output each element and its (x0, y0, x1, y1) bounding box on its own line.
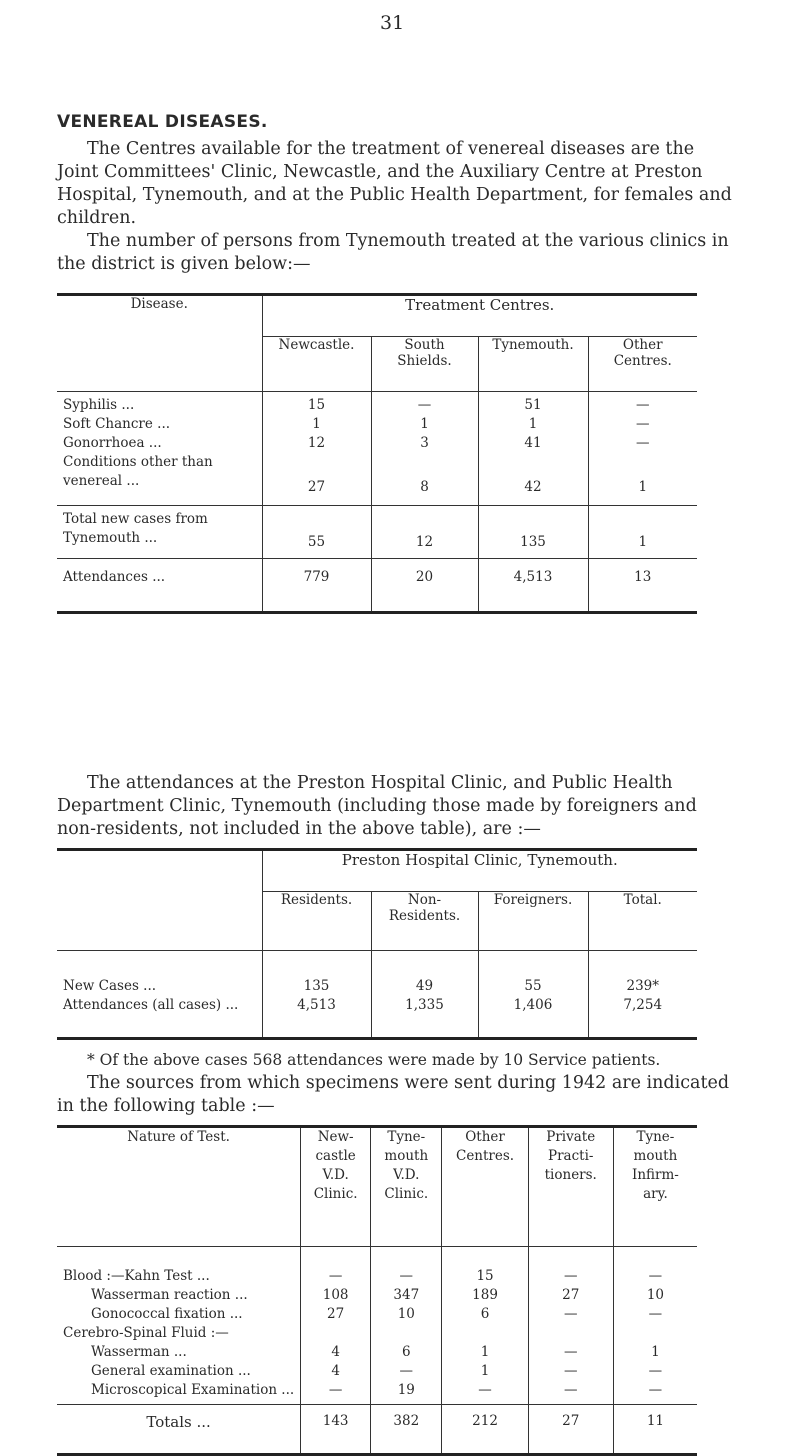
cell: 12 (262, 434, 371, 453)
cell: 10 (646, 1287, 665, 1303)
cell: — (528, 1305, 613, 1324)
cell: — (528, 1247, 613, 1287)
cell: — (528, 1362, 613, 1381)
specimen-sources-table (57, 1125, 697, 1456)
footnote: * Of the above cases 568 attendances were made by 10 Service patients. (87, 1051, 661, 1069)
sources-paragraph: The sources from which specimens were sent during 1942 are indicated in the following table :— (57, 1073, 730, 1116)
cell: 3 (371, 434, 478, 453)
cell: — (648, 1306, 663, 1322)
cell: 1 (442, 1362, 528, 1381)
intro-paragraph: The Centres available for the treatment of venereal diseases are the Joint Committees' Clinic, Newcastle, and the Auxiliary Centre at Preston Hospital, Tynemouth, and at the Public Health Department, for females and children. (57, 139, 732, 228)
cell: 1 (262, 415, 371, 434)
cell: 13 (634, 569, 652, 585)
row-microscopical-label: Microscopical Examination ... (57, 1381, 301, 1405)
col-other-centres: Other Centres. (588, 337, 697, 392)
cell: 15 (442, 1247, 528, 1287)
row-attendances-all-label: Attendances (all cases) ... (57, 996, 262, 1039)
cell: 135 (262, 951, 371, 997)
cell: 4 (301, 1362, 371, 1381)
cell: — (442, 1381, 528, 1405)
cell: 382 (371, 1405, 442, 1455)
row-totals-label: Totals ... (57, 1405, 301, 1455)
cell: 41 (478, 434, 588, 453)
cell: 27 (528, 1286, 613, 1305)
cell: — (648, 1268, 663, 1284)
preston-clinic-header: Preston Hospital Clinic, Tynemouth. (262, 850, 697, 892)
cell: 143 (301, 1405, 371, 1455)
cell (371, 1324, 442, 1343)
cell: 1 (478, 415, 588, 434)
col-tynemouth-infirmary: Tyne-mouth Infirm-ary. (613, 1127, 697, 1247)
treated-paragraph: The number of persons from Tynemouth treated at the various clinics in the district is given below:— (57, 231, 729, 274)
col-private-practitioners: Private Practi-tioners. (528, 1127, 613, 1247)
cell: — (528, 1343, 613, 1362)
cell: — (636, 416, 650, 432)
cell: 108 (301, 1286, 371, 1305)
cell (442, 1324, 528, 1343)
cell: 1 (442, 1343, 528, 1362)
cell: 135 (478, 506, 588, 559)
nature-of-test-header: Nature of Test. (57, 1127, 301, 1247)
cell: 12 (371, 506, 478, 559)
row-wasserman-reaction-label: Wasserman reaction ... (57, 1286, 301, 1305)
row-gonococcal-label: Gonococcal fixation ... (57, 1305, 301, 1324)
blank-header (57, 850, 262, 951)
cell: 6 (371, 1343, 442, 1362)
cell: — (636, 435, 650, 451)
col-south-shields: South Shields. (371, 337, 478, 392)
cell: — (613, 1381, 697, 1405)
cell: — (648, 1363, 663, 1379)
col-non-residents: Non-Residents. (371, 892, 478, 951)
col-tynemouth-vd-clinic: Tyne-mouth V.D. Clinic. (371, 1127, 442, 1247)
cell: — (528, 1381, 613, 1405)
preston-clinic-table (57, 848, 697, 1040)
section-heading: VENEREAL DISEASES. (57, 112, 268, 132)
col-newcastle: Newcastle. (262, 337, 371, 392)
row-general-exam-label: General examination ... (57, 1362, 301, 1381)
cell: — (371, 1362, 442, 1381)
cell: 55 (262, 506, 371, 559)
row-csf-wasserman-label: Wasserman ... (57, 1343, 301, 1362)
col-tynemouth: Tynemouth. (478, 337, 588, 392)
cell: 42 (478, 453, 588, 506)
cell: 51 (478, 392, 588, 416)
cell: 27 (528, 1405, 613, 1455)
cell: — (301, 1381, 371, 1405)
row-soft-chancre-label: Soft Chancre ... (57, 415, 262, 434)
cell: 6 (442, 1305, 528, 1324)
cell: 8 (371, 453, 478, 506)
cell: 20 (371, 559, 478, 613)
col-other-centres: Other Centres. (442, 1127, 528, 1247)
treatment-centres-table (57, 293, 697, 614)
cell: 347 (371, 1286, 442, 1305)
cell: 1 (588, 506, 697, 559)
cell: 1,335 (371, 996, 478, 1039)
cell: 19 (371, 1381, 442, 1405)
cell: 239* (626, 978, 660, 994)
cell: — (371, 392, 478, 416)
cell: — (301, 1247, 371, 1287)
cell: 11 (646, 1413, 665, 1429)
attendances-paragraph: The attendances at the Preston Hospital Clinic, and Public Health Department Clinic, Tynemouth (including those made by foreigners and non-residents, not included in the above table), are :— (57, 773, 697, 839)
cell: 189 (442, 1286, 528, 1305)
cell: 779 (262, 559, 371, 613)
row-syphilis-label: Syphilis ... (57, 392, 262, 416)
cell: 7,254 (623, 997, 663, 1013)
col-residents: Residents. (262, 892, 371, 951)
cell: 4,513 (478, 559, 588, 613)
cell: 1 (371, 415, 478, 434)
cell: 4 (301, 1343, 371, 1362)
row-kahn-label: Blood :—Kahn Test ... (57, 1247, 301, 1287)
row-other-conditions-label: Conditions other than venereal ... (57, 453, 262, 506)
row-csf-label: Cerebro-Spinal Fluid :— (57, 1324, 301, 1343)
cell (301, 1324, 371, 1343)
cell: 1,406 (478, 996, 588, 1039)
cell: 15 (262, 392, 371, 416)
cell (528, 1324, 613, 1343)
row-new-cases-label: New Cases ... (57, 951, 262, 997)
cell: 55 (478, 951, 588, 997)
cell: 4,513 (262, 996, 371, 1039)
row-total-label: Total new cases from Tynemouth ... (57, 506, 262, 559)
col-total: Total. (588, 892, 697, 951)
cell: 27 (301, 1305, 371, 1324)
cell: 212 (442, 1405, 528, 1455)
treatment-centres-header: Treatment Centres. (262, 295, 697, 337)
cell: 1 (588, 453, 697, 506)
col-foreigners: Foreigners. (478, 892, 588, 951)
disease-header: Disease. (57, 295, 262, 392)
cell: — (371, 1247, 442, 1287)
cell: 27 (262, 453, 371, 506)
col-newcastle-vd-clinic: New-castle V.D. Clinic. (301, 1127, 371, 1247)
row-gonorrhoea-label: Gonorrhoea ... (57, 434, 262, 453)
cell: 49 (371, 951, 478, 997)
page-number: 31 (380, 12, 405, 34)
cell: — (636, 397, 650, 413)
cell (613, 1324, 697, 1343)
cell: 1 (651, 1344, 660, 1360)
row-attendances-label: Attendances ... (57, 559, 262, 613)
cell: 10 (371, 1305, 442, 1324)
